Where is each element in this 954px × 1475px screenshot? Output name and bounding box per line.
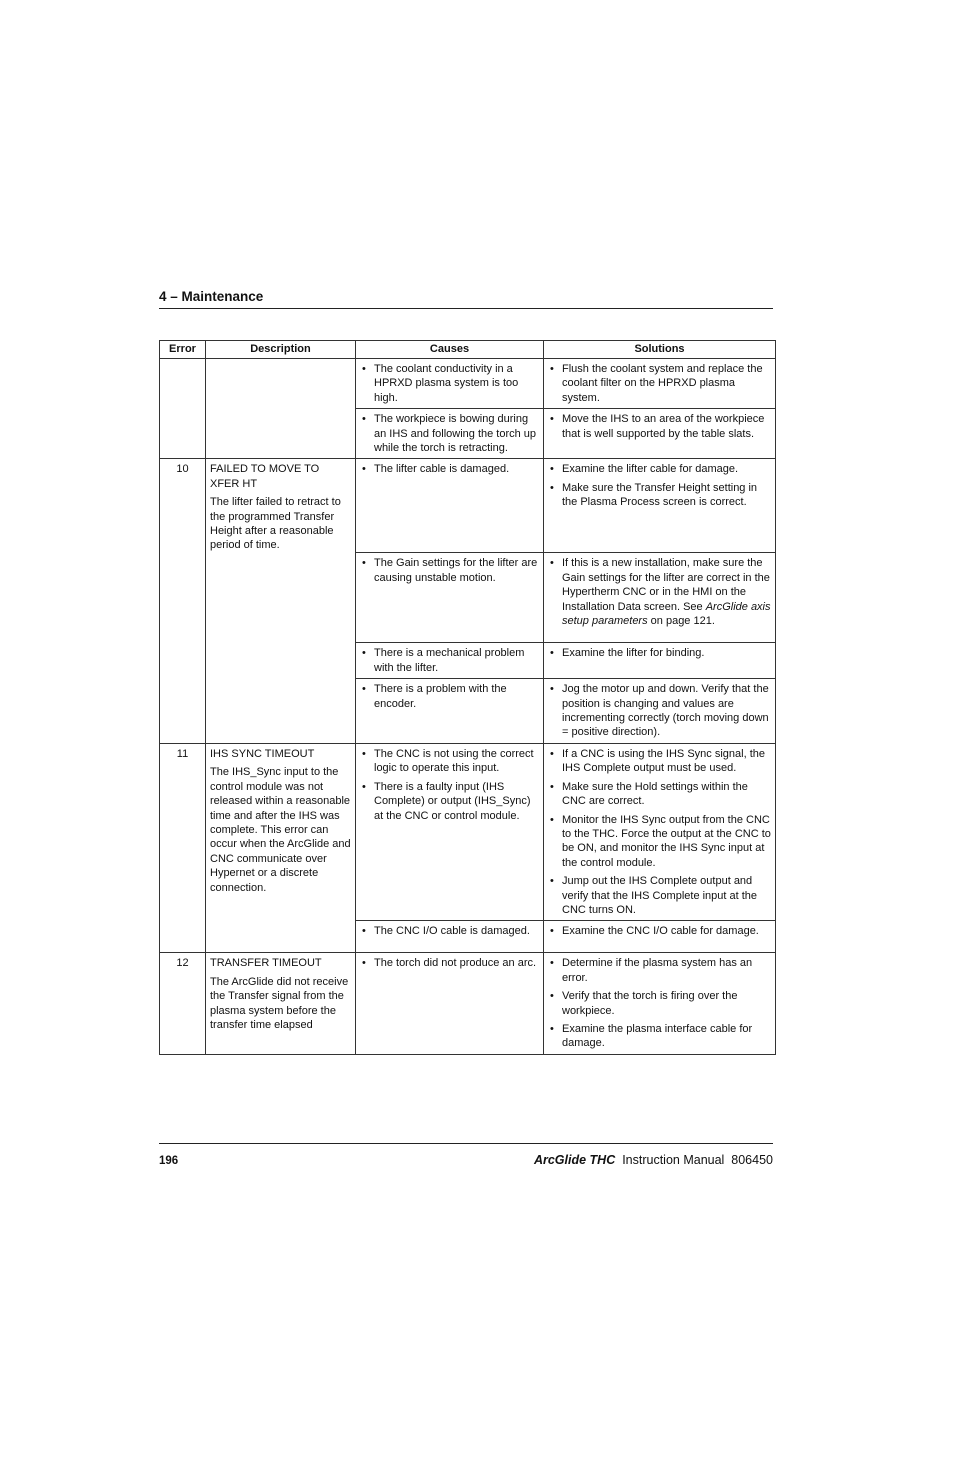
document-number: 806450: [731, 1153, 773, 1167]
solutions-cell: [544, 743, 776, 920]
column-header-solutions: Solutions: [544, 341, 776, 359]
column-header-error: Error: [160, 341, 206, 359]
solution-item: • Move the IHS to an area of the workpiece that is well supported by the table slats.: [548, 412, 771, 441]
error-cell: 10: [160, 459, 206, 743]
solution-item: • Examine the lifter for binding.: [548, 646, 771, 660]
page-header: [159, 289, 773, 309]
description-cell: [206, 359, 356, 459]
solution-item: • Make sure the Transfer Height setting in the Plasma Process screen is correct.: [548, 481, 771, 510]
error-description: The ArcGlide did not receive the Transfer signal from the plasma system before the transfer time elapsed: [210, 975, 349, 1031]
solution-item: • Verify that the torch is firing over the workpiece.: [548, 989, 771, 1018]
cross-reference-link[interactable]: ArcGlide axis setup parameters: [562, 600, 771, 628]
solutions-cell: [544, 553, 776, 643]
column-header-causes: Causes: [356, 341, 544, 359]
cause-item: • The CNC is not using the correct logic to operate this input.: [360, 747, 539, 776]
solutions-cell: [544, 409, 776, 459]
table-row: [160, 743, 776, 920]
cause-item: • The coolant conductivity in a HPRXD plasma system is too high.: [360, 362, 539, 405]
table-header-row: [160, 341, 776, 359]
solution-item: • Jog the motor up and down. Verify that the position is changing and values are incrementing correctly (torch moving down = positive direction).: [548, 682, 771, 740]
header-rule: [159, 308, 773, 309]
solutions-cell: [544, 359, 776, 409]
error-code: TRANSFER TIMEOUT: [210, 957, 322, 970]
solutions-cell: [544, 679, 776, 744]
table-row: [160, 953, 776, 1054]
error-description: The lifter failed to retract to the programmed Transfer Height after a reasonable period of time.: [210, 496, 341, 552]
causes-cell: [356, 553, 544, 643]
footer-doc-info: [534, 1153, 773, 1167]
causes-cell: [356, 359, 544, 409]
error-cell: [160, 359, 206, 459]
solution-item: • Examine the plasma interface cable for damage.: [548, 1022, 771, 1051]
description-cell: [206, 459, 356, 743]
solutions-cell: [544, 921, 776, 953]
error-code: FAILED TO MOVE TO XFER HT: [210, 463, 320, 490]
solution-item: • Make sure the Hold settings within the CNC are correct.: [548, 780, 771, 809]
cause-item: • The workpiece is bowing during an IHS and following the torch up while the torch is retracting.: [360, 412, 539, 455]
causes-cell: [356, 409, 544, 459]
solution-item: • If a CNC is using the IHS Sync signal, the IHS Complete output must be used.: [548, 747, 771, 776]
solution-item: • Flush the coolant system and replace the coolant filter on the HPRXD plasma system.: [548, 362, 771, 405]
description-cell: [206, 743, 356, 952]
document-title: Instruction Manual: [622, 1153, 725, 1167]
page-number: 196: [159, 1155, 179, 1167]
cause-item: • There is a faulty input (IHS Complete) or output (IHS_Sync) at the CNC or control module.: [360, 780, 539, 823]
causes-cell: [356, 643, 544, 679]
cause-item: • The Gain settings for the lifter are causing unstable motion.: [360, 556, 539, 585]
solution-item: • Determine if the plasma system has an error.: [548, 956, 771, 985]
solution-item: • If this is a new installation, make sure the Gain settings for the lifter are correct in the Hypertherm CNC or in the HMI on the Installation Data screen. See ArcGlide axis setup parameters on page 121.: [548, 556, 771, 628]
table-row: [160, 359, 776, 409]
solution-item: • Examine the CNC I/O cable for damage.: [548, 924, 771, 938]
cause-item: • The torch did not produce an arc.: [360, 956, 539, 970]
error-table: [159, 340, 776, 1055]
causes-cell: [356, 743, 544, 920]
solutions-cell: [544, 459, 776, 553]
error-description: The IHS_Sync input to the control module was not released within a reasonable time and after the IHS was complete. This error can occur when the ArcGlide and CNC communicate over Hypernet or a discrete connection.: [210, 766, 351, 894]
cause-item: • The CNC I/O cable is damaged.: [360, 924, 539, 938]
error-cell: 12: [160, 953, 206, 1054]
product-name: ArcGlide THC: [533, 1153, 616, 1167]
causes-cell: [356, 679, 544, 744]
solutions-cell: [544, 953, 776, 1054]
error-cell: 11: [160, 743, 206, 952]
cause-item: • There is a mechanical problem with the lifter.: [360, 646, 539, 675]
page-footer: [159, 1143, 773, 1167]
column-header-description: Description: [206, 341, 356, 359]
causes-cell: [356, 953, 544, 1054]
solution-item: • Monitor the IHS Sync output from the CNC to the THC. Force the output at the CNC to be ON, and monitor the IHS Sync input at the control module.: [548, 813, 771, 871]
section-title: 4 – Maintenance: [159, 289, 264, 304]
solution-item: • Jump out the IHS Complete output and verify that the IHS Complete input at the CNC turns ON.: [548, 874, 771, 917]
cause-item: • The lifter cable is damaged.: [360, 462, 539, 476]
solutions-cell: [544, 643, 776, 679]
table-row: [160, 459, 776, 553]
causes-cell: [356, 459, 544, 553]
error-code: IHS SYNC TIMEOUT: [210, 747, 315, 760]
solution-item: • Examine the lifter cable for damage.: [548, 462, 771, 476]
cause-item: • There is a problem with the encoder.: [360, 682, 539, 711]
description-cell: [206, 953, 356, 1054]
causes-cell: [356, 921, 544, 953]
